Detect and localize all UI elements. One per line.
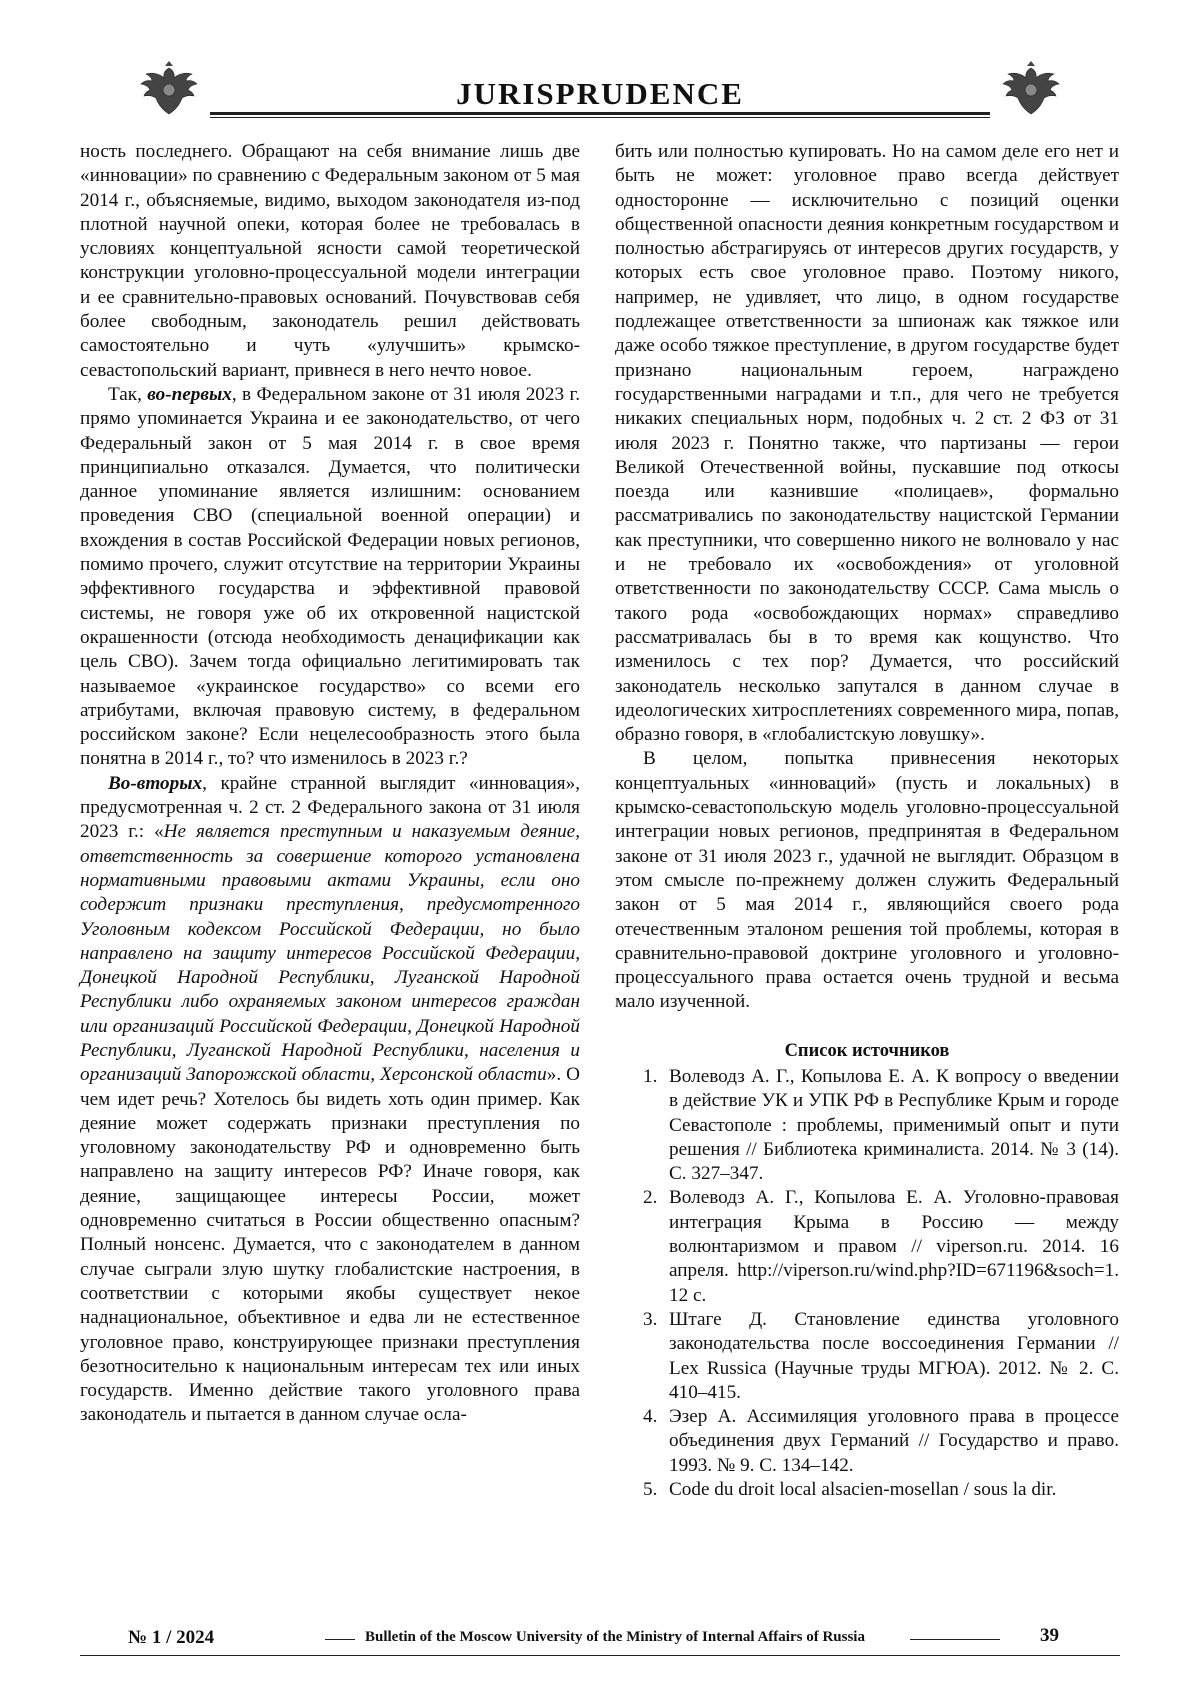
footer-dash [910,1639,1000,1640]
text-run: , крайне странной выглядит «инновация», предусмотренная ч. 2 ст. 2 Федерального закона от 31 июля 2023 г.: « [80,772,580,843]
right-column [615,140,1119,1502]
law-quote: Не является преступным и наказуемым деяние, ответственность за совершение которого установлена нормативными правовыми актами Украины, если оно содержит признаки преступления, предусмотренного Уголовным кодексом Российской Федерации, но было направлено на защиту интересов Российской Федерации, Донецкой Народной Республики, Луганской Народной Республики либо охраняемых законом интересов граждан или организаций Российской Федерации, Донецкой Народной Республики, Луганской Народной Республики, населения и организаций Запорожской области, Херсонской области [80,821,580,1086]
reference-number: 2. [643,1187,658,1209]
page-footer [80,1625,1120,1655]
references-list [615,1065,1119,1502]
references-title: Список источников [784,1040,950,1061]
paragraph [80,772,580,1428]
header-rule-thin [210,117,990,118]
emphasis: Во-вторых [108,772,203,794]
paragraph: ность последнего. Обращают на себя внимание лишь две «инновации» по сравнению с Федеральным законом от 5 мая 2014 г., объясняемые, видимо, выходом законодателя из-под плотной научной опеки, которая более не требовалась в условиях концептуальной ясности самой теоретической конструкции уголовно-процессуальной модели интеграции и ее сравнительно-правовых оснований. Почувствовав себя более свободным, законодатель решил действовать самостоятельно и чуть «улучшить» крымско-севастопольский вариант, привнеся в него нечто новое. [80,141,580,381]
reference-number: 3. [643,1308,658,1330]
text-run: , в Федеральном законе от 31 июля 2023 г. прямо упоминается Украина и ее законодательство, от чего Федеральный закон от 5 мая 2014 г. в свое время принципиально отказался. Думается, что политически данное упоминание является излишним: основанием проведения СВО (специальной военной операции) и вхождения в состав Российской Федерации новых регионов, помимо прочего, служит отсутствие на территории Украины эффективного государства и эффективной правовой системы, не говоря уже об их откровенной нацистской окрашенности (отсюда необходимость денацификации как цель СВО). Зачем тогда официально легитимировать так называемое «украинское государство» со всеми его атрибутами, включая правовую систему, в федеральном российском законе? Если нецелесообразность этого была понятна в 2014 г., то? что изменилось в 2023 г.? [80,383,580,770]
section-title: JURISPRUDENCE [456,76,744,111]
footer-dash [325,1639,355,1640]
reference-number: 4. [643,1406,658,1428]
text-run: ». О чем идет речь? Хотелось бы видеть хоть один пример. Как деяние может содержать признаки преступления по уголовному законодательству РФ и одновременно быть направлено на защиту интересов РФ? Иначе говоря, как деяние, защищающее интересы России, может одновременно считаться в России общественно опасным? Полный нонсенс. Думается, что с законодателем в данном случае сыграли злую шутку глобалистские настроения, в соответствии с которыми якобы существует некое наднациональное, объективное и едва ли не естественное уголовное право, конструирующее признаки преступления безотносительно к национальным интересам тех или иных государств. Именно действие такого уголовного права законодатель и пытается в данном случае осла- [80,1064,581,1426]
reference-item [615,1065,1119,1186]
reference-item [615,1308,1119,1405]
text-run: Так, [108,383,148,405]
reference-item [615,1405,1119,1478]
footer-rule [80,1655,1120,1656]
page-number: 39 [1040,1625,1059,1646]
paragraph: В целом, попытка привнесения некоторых концептуальных «инноваций» (пусть и локальных) в крымско-севастопольскую модель уголовно-процессуальной интеграции новых регионов, предпринятая в Федеральном законе от 31 июля 2023 г., удачной не выглядит. Образцом в этом смысле по-прежнему должен служить Федеральный закон от 5 мая 2014 г., являющийся своего рода отечественным эталоном решения той проблемы, которая в сравнительно-правовой доктрине уголовного и уголовно-процессуального права остается очень трудной и весьма мало изученной. [615,748,1119,1013]
paragraph [80,383,580,772]
reference-text: Эзер А. Ассимиляция уголовного права в процессе объединения двух Германий // Государство и право. 1993. № 9. С. 134–142. [669,1406,1119,1476]
reference-number: 1. [643,1065,658,1087]
page-header [80,60,1120,120]
header-rule [210,112,990,115]
issue-number: № 1 / 2024 [128,1627,215,1648]
reference-text: Штаге Д. Становление единства уголовного законодательства после воссоединения Германии // Lex Russica (Научные труды МГЮА). 2012. № 2. С. 410–415. [669,1308,1119,1403]
journal-name: Bulletin of the Moscow University of the Ministry of Internal Affairs of Russia [365,1629,865,1645]
paragraph: бить или полностью купировать. Но на самом деле его нет и быть не может: уголовное право всегда действует односторонне — исключительно с позиций оценки общественной опасности деяния конкретным государством и полностью абстрагируясь от интересов других государств, у которых есть свое уголовное право. Поэтому никого, например, не удивляет, что лицо, в одном государстве подлежащее ответственности за шпионаж как тяжкое или даже особо тяжкое преступление, в другом государстве будет признано национальным героем, награждено государственными наградами и т.п., для чего не требуется никаких специальных норм, подобных ч. 2 ст. 2 ФЗ от 31 июля 2023 г. Понятно также, что партизаны — герои Великой Отечественной войны, пускавшие под откосы поезда или казнившие «полицаев», формально рассматривались по законодательству нацистской Германии как преступники, что совершенно никого не волновало у нас и не требовало их «освобождения» от уголовной ответственности по законодательству СССР. Сама мысль о такого рода «освобождающих нормах» справедливо рассматривалась бы в то время как кощунство. Что изменилось с тех пор? Думается, что российский законодатель несколько запутался в данном случае в идеологических хитросплетениях современного мира, попав, образно говоря, в «глобалистскую ловушку». [615,141,1119,746]
reference-text: Code du droit local alsacien-mosellan / sous la dir. [669,1479,1057,1501]
reference-text: Волеводз А. Г., Копылова Е. А. Уголовно-правовая интеграция Крыма в Россию — между волюнтаризмом и правом // viperson.ru. 2014. 16 апреля. http://viperson.ru/wind.php?ID=671196&soch=1. 12 с. [669,1187,1119,1306]
reference-item [615,1186,1119,1307]
left-column [80,140,580,1428]
reference-number: 5. [643,1479,658,1501]
double-headed-eagle-icon [1000,60,1062,118]
emphasis: во-первых [147,383,232,405]
reference-text: Волеводз А. Г., Копылова Е. А. К вопросу о введении в действие УК и УПК РФ в Республике Крым и городе Севастополе : проблемы, применимый опыт и пути решения // Библиотека криминалиста. 2014. № 3 (14). С. 327–347. [669,1065,1119,1185]
reference-item [615,1478,1119,1502]
